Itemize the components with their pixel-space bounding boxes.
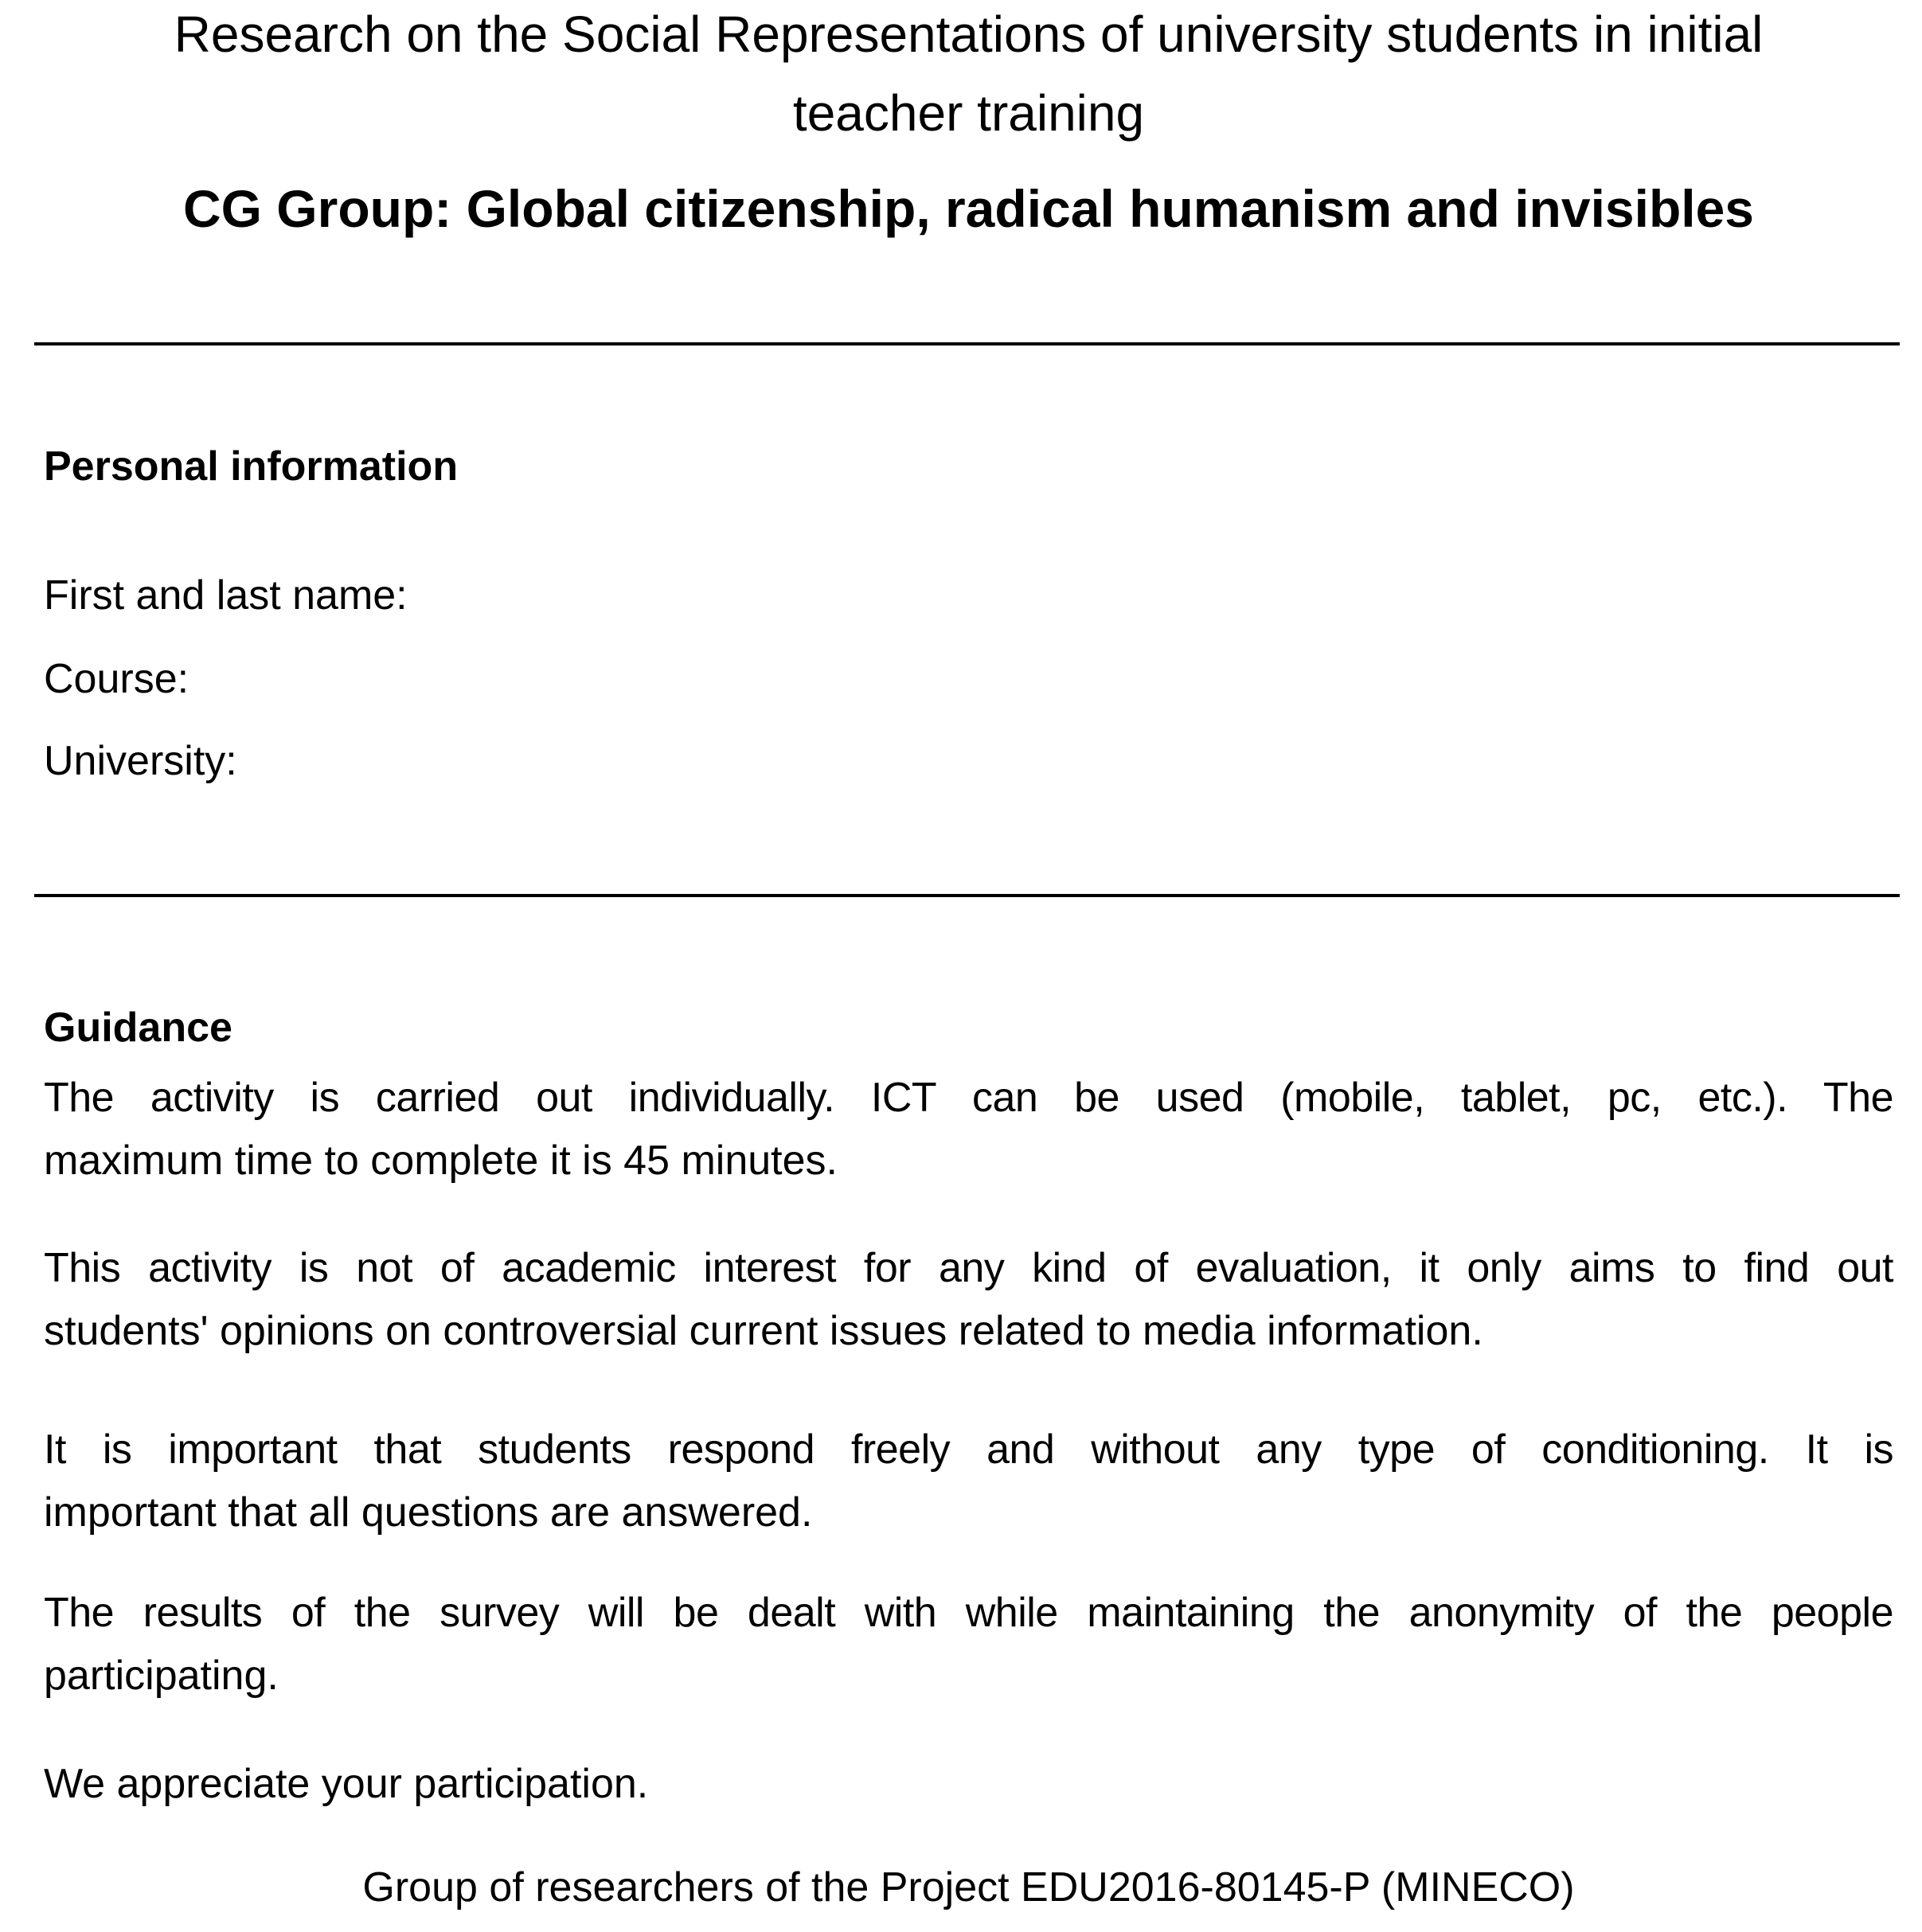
- project-credit-line: Group of researchers of the Project EDU2016-80145-P (MINECO): [362, 1864, 1575, 1911]
- guidance-paragraph-respond-freely: [44, 1419, 1893, 1544]
- paragraph-line: It is important that students respond freely and without any type of conditioning. It is: [44, 1427, 1893, 1473]
- paragraph-line: This activity is not of academic interest for any kind of evaluation, it only aims to find out: [44, 1245, 1893, 1291]
- guidance-paragraph-anonymity: [44, 1582, 1893, 1708]
- document-title-line-2: teacher training: [792, 84, 1145, 142]
- section-divider-top: [34, 342, 1900, 345]
- closing-thanks-line: We appreciate your participation.: [44, 1761, 649, 1807]
- paragraph-line: maximum time to complete it is 45 minutes.: [44, 1138, 838, 1184]
- document-subtitle: CG Group: Global citizenship, radical humanism and invisibles: [182, 179, 1755, 238]
- guidance-paragraph-activity: [44, 1067, 1893, 1192]
- document-title: [44, 0, 1893, 153]
- paragraph-line: important that all questions are answered.: [44, 1489, 813, 1536]
- guidance-heading: Guidance: [44, 1005, 232, 1051]
- paragraph-line: participating.: [44, 1653, 279, 1699]
- paragraph-line: The activity is carried out individually. ICT can be used (mobile, tablet, pc, etc.). The: [44, 1075, 1893, 1121]
- field-label-first-and-last-name: First and last name:: [44, 572, 408, 619]
- document-title-line-1: Research on the Social Representations of university students in initial: [174, 6, 1764, 63]
- guidance-paragraph-academic-interest: [44, 1237, 1893, 1363]
- paragraph-line: The results of the survey will be dealt with while maintaining the anonymity of the people: [44, 1590, 1893, 1636]
- field-label-university: University:: [44, 738, 237, 784]
- paragraph-line: students' opinions on controversial current issues related to media information.: [44, 1308, 1483, 1354]
- section-divider-middle: [34, 894, 1900, 897]
- personal-information-heading: Personal information: [44, 443, 459, 490]
- field-label-course: Course:: [44, 656, 189, 702]
